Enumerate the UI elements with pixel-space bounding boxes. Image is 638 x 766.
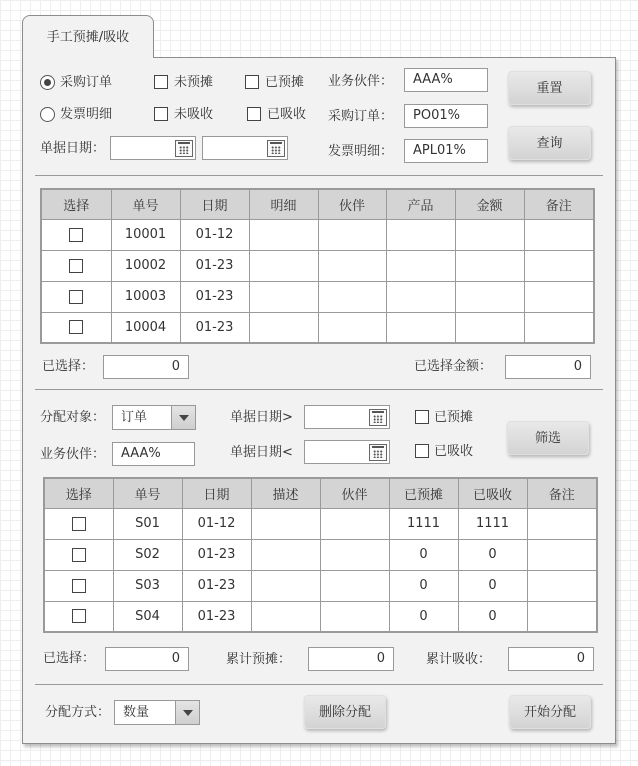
date-label: 单据日期：: [40, 141, 106, 156]
date-to-label: 单据日期<: [230, 445, 293, 460]
partner-input-2[interactable]: AAA%: [112, 442, 195, 466]
note-cell: [524, 250, 594, 281]
col-header[interactable]: 明细: [249, 189, 318, 219]
filter-button[interactable]: 筛选: [507, 421, 589, 455]
row-checkbox[interactable]: [69, 228, 83, 242]
detail-cell: [249, 250, 318, 281]
product-cell: [386, 312, 455, 343]
date-from-label: 单据日期>: [230, 410, 293, 425]
partner-cell: [320, 601, 389, 632]
select-cell: [41, 250, 111, 281]
query-button[interactable]: 查询: [508, 126, 591, 160]
col-header[interactable]: 选择: [41, 189, 111, 219]
radio-purchase-order[interactable]: [40, 75, 55, 90]
note-cell: [527, 508, 597, 539]
invoice-input[interactable]: APL01%: [404, 139, 488, 163]
col-header[interactable]: 伙伴: [318, 189, 386, 219]
absorbed-cell: 0: [458, 539, 527, 570]
allocated-cell: 0: [389, 570, 458, 601]
allocated-cell: 0: [389, 539, 458, 570]
description-cell: [251, 508, 320, 539]
col-header[interactable]: 日期: [182, 478, 251, 508]
col-header[interactable]: 已吸收: [458, 478, 527, 508]
table-row[interactable]: [41, 281, 594, 312]
row-checkbox[interactable]: [69, 320, 83, 334]
partner-cell: [320, 539, 389, 570]
select-cell: [41, 219, 111, 250]
calendar-icon[interactable]: [267, 140, 285, 157]
date-to-input[interactable]: [202, 136, 288, 160]
date-cell: 01-23: [180, 281, 249, 312]
invoice-label: 发票明细：: [328, 144, 394, 159]
order-no-cell: S03: [113, 570, 182, 601]
order-no-cell: S01: [113, 508, 182, 539]
select-cell: [44, 539, 113, 570]
allocated-cell: 0: [389, 601, 458, 632]
date-to-input-2[interactable]: [304, 440, 390, 464]
checkbox-unallocated-label: 未预摊: [174, 75, 214, 90]
product-cell: [386, 281, 455, 312]
col-header[interactable]: 备注: [524, 189, 594, 219]
select-cell: [44, 601, 113, 632]
checkbox-allocated[interactable]: [245, 75, 259, 89]
col-header[interactable]: 单号: [111, 189, 180, 219]
order-no-cell: 10002: [111, 250, 180, 281]
partner-cell: [318, 250, 386, 281]
allocation-target-label: 分配对象：: [40, 410, 106, 425]
partner-label: 业务伙伴：: [328, 74, 394, 89]
date-cell: 01-23: [182, 601, 251, 632]
start-allocation-button[interactable]: 开始分配: [509, 695, 591, 729]
partner-label-2: 业务伙伴：: [40, 447, 106, 462]
select-cell: [41, 281, 111, 312]
checkbox-absorbed-2[interactable]: [415, 444, 429, 458]
col-header[interactable]: 已预摊: [389, 478, 458, 508]
table-row[interactable]: [41, 312, 594, 343]
description-cell: [251, 570, 320, 601]
radio-invoice-detail-label: 发票明细: [60, 107, 113, 122]
table-row[interactable]: [44, 601, 597, 632]
partner-cell: [318, 219, 386, 250]
selected-count-label-2: 已选择：: [43, 651, 96, 666]
col-header[interactable]: 备注: [527, 478, 597, 508]
checkbox-allocated-2[interactable]: [415, 410, 429, 424]
radio-invoice-detail[interactable]: [40, 107, 55, 122]
partner-cell: [320, 570, 389, 601]
allocation-method-label: 分配方式：: [45, 705, 111, 720]
checkbox-allocated-label: 已预摊: [265, 75, 305, 90]
order-no-cell: S02: [113, 539, 182, 570]
table-header-row: [44, 478, 597, 508]
calendar-icon[interactable]: [175, 140, 193, 157]
selected-amount-label: 已选择金额：: [414, 359, 493, 374]
cumulative-allocated-field: 0: [308, 647, 394, 671]
col-header[interactable]: 单号: [113, 478, 182, 508]
table-row[interactable]: [41, 219, 594, 250]
detail-cell: [249, 219, 318, 250]
table-row[interactable]: [44, 539, 597, 570]
row-checkbox[interactable]: [72, 548, 86, 562]
order-no-cell: 10001: [111, 219, 180, 250]
row-checkbox[interactable]: [72, 517, 86, 531]
checkbox-allocated-2-label: 已预摊: [434, 410, 474, 425]
chevron-down-icon[interactable]: [171, 406, 195, 429]
select-cell: [44, 570, 113, 601]
amount-cell: [455, 250, 524, 281]
delete-allocation-button[interactable]: 删除分配: [304, 695, 386, 729]
reset-button[interactable]: 重置: [508, 71, 591, 105]
orders-table: [40, 188, 595, 344]
table-header-row: [41, 189, 594, 219]
product-cell: [386, 250, 455, 281]
cumulative-allocated-label: 累计预摊：: [226, 652, 292, 667]
allocation-target-select[interactable]: [112, 405, 196, 430]
divider: [35, 389, 603, 390]
amount-cell: [455, 312, 524, 343]
product-cell: [386, 219, 455, 250]
allocation-target-value: 订单: [121, 410, 148, 425]
description-cell: [251, 539, 320, 570]
radio-purchase-order-label: 采购订单: [60, 75, 113, 90]
col-header[interactable]: 选择: [44, 478, 113, 508]
col-header[interactable]: 产品: [386, 189, 455, 219]
allocation-table: [43, 477, 598, 633]
detail-cell: [249, 281, 318, 312]
note-cell: [527, 539, 597, 570]
date-cell: 01-23: [182, 570, 251, 601]
note-cell: [527, 601, 597, 632]
checkbox-unabsorbed-label: 未吸收: [174, 107, 214, 122]
divider: [35, 684, 603, 685]
absorbed-cell: 0: [458, 570, 527, 601]
main-panel: [22, 57, 616, 744]
checkbox-unallocated[interactable]: [154, 75, 168, 89]
amount-cell: [455, 281, 524, 312]
selected-count-field-2: 0: [105, 647, 189, 671]
checkbox-unabsorbed[interactable]: [154, 107, 168, 121]
note-cell: [524, 281, 594, 312]
checkbox-absorbed[interactable]: [247, 107, 261, 121]
calendar-icon[interactable]: [369, 409, 387, 426]
note-cell: [524, 219, 594, 250]
allocation-method-value: 数量: [123, 705, 150, 720]
allocation-method-select[interactable]: [114, 700, 200, 725]
date-cell: 01-23: [182, 539, 251, 570]
partner-cell: [318, 281, 386, 312]
row-checkbox[interactable]: [72, 609, 86, 623]
table-row[interactable]: [44, 570, 597, 601]
order-no-cell: 10004: [111, 312, 180, 343]
date-from-input-2[interactable]: [304, 405, 390, 429]
tab-manual-allocation[interactable]: 手工预摊/吸收: [22, 15, 154, 58]
partner-cell: [318, 312, 386, 343]
description-cell: [251, 601, 320, 632]
select-cell: [44, 508, 113, 539]
date-from-input[interactable]: [110, 136, 196, 160]
selected-count-label: 已选择：: [42, 359, 95, 374]
order-no-cell: S04: [113, 601, 182, 632]
row-checkbox[interactable]: [69, 290, 83, 304]
detail-cell: [249, 312, 318, 343]
absorbed-cell: 1111: [458, 508, 527, 539]
chevron-down-icon[interactable]: [175, 701, 199, 724]
cumulative-absorbed-field: 0: [508, 647, 594, 671]
col-header[interactable]: 金额: [455, 189, 524, 219]
checkbox-absorbed-2-label: 已吸收: [434, 444, 474, 459]
note-cell: [527, 570, 597, 601]
divider: [35, 175, 603, 176]
po-label: 采购订单：: [328, 109, 394, 124]
col-header[interactable]: 日期: [180, 189, 249, 219]
date-cell: 01-23: [180, 250, 249, 281]
po-input[interactable]: PO01%: [404, 104, 488, 128]
allocated-cell: 1111: [389, 508, 458, 539]
date-cell: 01-12: [182, 508, 251, 539]
table-row[interactable]: [41, 250, 594, 281]
selected-count-field: 0: [103, 355, 189, 379]
date-cell: 01-23: [180, 312, 249, 343]
amount-cell: [455, 219, 524, 250]
col-header[interactable]: 描述: [251, 478, 320, 508]
row-checkbox[interactable]: [72, 579, 86, 593]
selected-amount-field: 0: [505, 355, 591, 379]
note-cell: [524, 312, 594, 343]
select-cell: [41, 312, 111, 343]
cumulative-absorbed-label: 累计吸收：: [426, 652, 492, 667]
row-checkbox[interactable]: [69, 259, 83, 273]
col-header[interactable]: 伙伴: [320, 478, 389, 508]
table-row[interactable]: [44, 508, 597, 539]
partner-cell: [320, 508, 389, 539]
order-no-cell: 10003: [111, 281, 180, 312]
absorbed-cell: 0: [458, 601, 527, 632]
calendar-icon[interactable]: [369, 444, 387, 461]
partner-input[interactable]: AAA%: [404, 68, 488, 92]
checkbox-absorbed-label: 已吸收: [267, 107, 307, 122]
date-cell: 01-12: [180, 219, 249, 250]
